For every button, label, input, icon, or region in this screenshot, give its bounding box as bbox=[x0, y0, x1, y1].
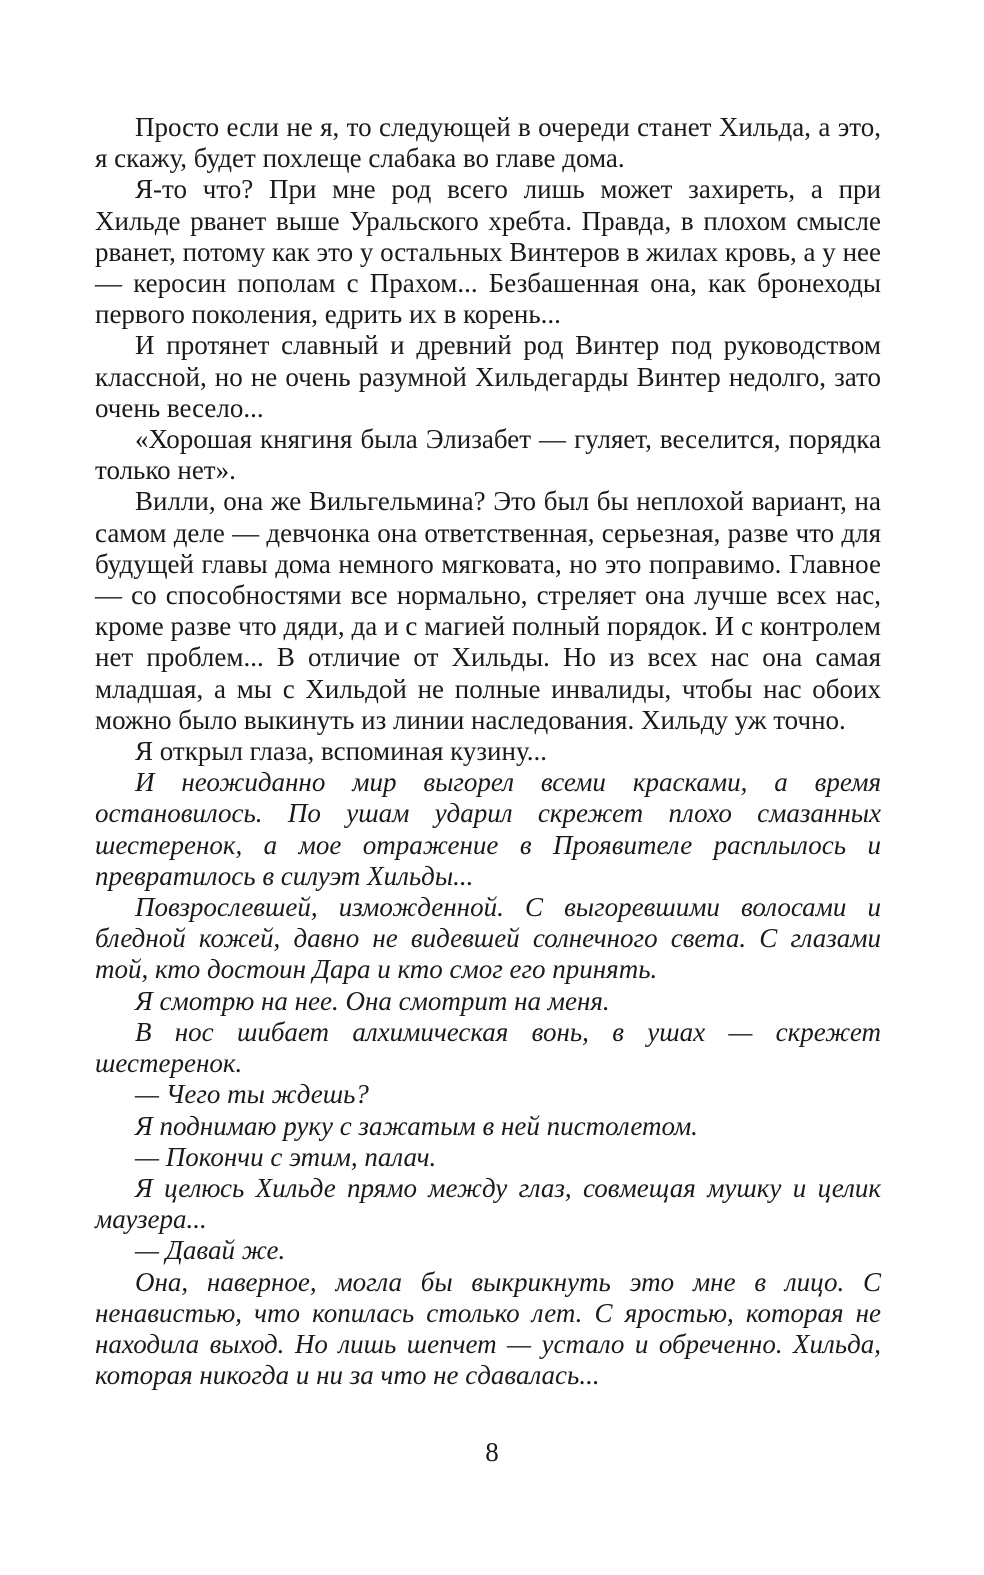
italic-paragraph: И неожиданно мир выгорел всеми красками, а время остановилось. По ушам ударил скрежет плохо смазанных шестеренок, а мое отражение в Проявителе расплылось и превратилось в силуэт Хильды... bbox=[95, 767, 881, 891]
paragraph: «Хорошая княгиня была Элизабет — гуляет, веселится, порядка только нет». bbox=[95, 424, 881, 486]
paragraph: И протянет славный и древний род Винтер под руководством классной, но не очень разумной Хильдегарды Винтер недолго, зато очень весело... bbox=[95, 330, 881, 423]
italic-paragraph: Я целюсь Хильде прямо между глаз, совмещая мушку и целик маузера... bbox=[95, 1172, 881, 1235]
italic-paragraph: В нос шибает алхимическая вонь, в ушах — скрежет шестеренок. bbox=[95, 1016, 881, 1079]
italic-paragraph: Я смотрю на нее. Она смотрит на меня. bbox=[135, 985, 610, 1016]
paragraph: Вилли, она же Вильгельмина? Это был бы неплохой вариант, на самом деле — девчонка она ответственная, серьезная, разве что для будущей главы дома немного мягковата, но это поправимо. Главное — со способностями все нормально, стреляет она лучше всех нас, кроме разве что дяди, да и с магией полный порядок. И с контролем нет проблем... В отличие от Хильды. Но из всех нас она самая младшая, а мы с Хильдой не полные инвалиды, чтобы нас обоих можно было выкинуть из линии наследования. Хильду уж точно. bbox=[95, 486, 881, 735]
italic-paragraph: Повзрослевшей, изможденной. С выгоревшими волосами и бледной кожей, давно не видевшей солнечного света. С глазами той, кто достоин Дара и кто смог его принять. bbox=[95, 892, 881, 985]
italic-paragraph: Она, наверное, могла бы выкрикнуть это мне в лицо. С ненавистью, что копилась столько лет. С яростью, которая не находила выход. Но лишь шепчет — устало и обреченно. Хильда, которая никогда и ни за что не сдавалась... bbox=[95, 1266, 881, 1391]
dialogue-line: — Чего ты ждешь? bbox=[135, 1079, 369, 1110]
dialogue-line: — Покончи с этим, палач. bbox=[135, 1141, 437, 1172]
page-number: 8 bbox=[485, 1437, 499, 1467]
page-body bbox=[95, 112, 881, 1391]
italic-paragraph: Я поднимаю руку с зажатым в ней пистолетом. bbox=[135, 1110, 698, 1141]
paragraph: Просто если не я, то следующей в очереди станет Хильда, а это, я скажу, будет похлеще слабака во главе дома. bbox=[95, 112, 881, 174]
dialogue-line: — Давай же. bbox=[135, 1235, 286, 1266]
paragraph: Я открыл глаза, вспоминая кузину... bbox=[135, 736, 547, 767]
paragraph: Я-то что? При мне род всего лишь может захиреть, а при Хильде рванет выше Уральского хребта. Правда, в плохом смысле рванет, потому как это у остальных Винтеров в жилах кровь, а у нее — керосин пополам с Прахом... Безбашенная она, как бронеходы первого поколения, едрить их в корень... bbox=[95, 174, 881, 330]
